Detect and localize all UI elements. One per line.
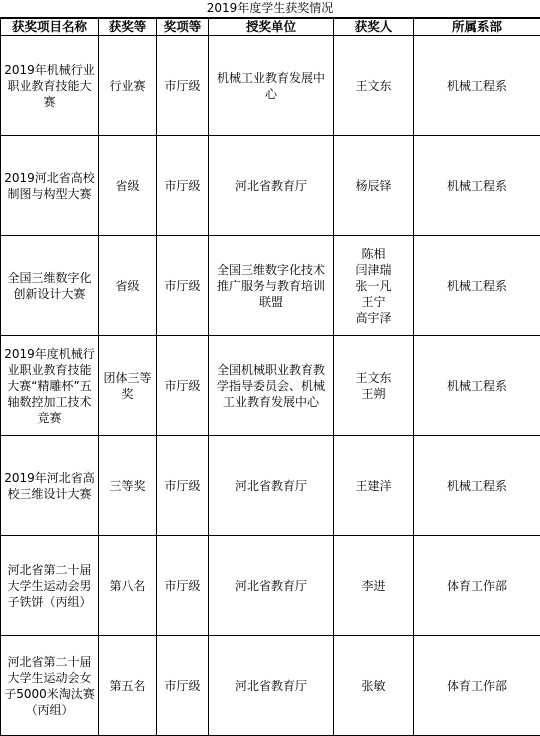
cell-award: 第五名 — [99, 636, 157, 736]
table-row — [1, 436, 540, 536]
cell-award: 行业赛 — [99, 36, 157, 136]
winner-name: 杨辰铎 — [355, 178, 392, 193]
cell-project: 2019河北省高校制图与构型大赛 — [1, 136, 99, 236]
cell-winners — [334, 536, 414, 636]
winner-name: 王宁 — [361, 294, 386, 309]
winner-name: 王文东 — [355, 78, 392, 93]
winner-name: 李进 — [361, 578, 386, 593]
winner-name: 高宇泽 — [355, 310, 392, 325]
header-winners: 获奖人 — [334, 19, 414, 36]
header-level: 奖项等 — [157, 19, 209, 36]
winner-name: 张敏 — [361, 678, 386, 693]
cell-winners — [334, 436, 414, 536]
cell-unit: 全国机械职业教育教学指导委员会、机械工业教育发展中心 — [209, 336, 334, 436]
cell-project: 河北省第二十届大学生运动会男子铁饼（丙组） — [1, 536, 99, 636]
winner-name: 王建洋 — [355, 478, 392, 493]
cell-winners — [334, 36, 414, 136]
cell-winners — [334, 336, 414, 436]
winner-name: 王朔 — [361, 386, 386, 401]
table-row — [1, 336, 540, 436]
table-row — [1, 36, 540, 136]
cell-dept: 体育工作部 — [414, 636, 540, 736]
cell-unit: 河北省教育厅 — [209, 136, 334, 236]
cell-winners — [334, 136, 414, 236]
cell-level: 市厅级 — [157, 436, 209, 536]
awards-table — [0, 18, 540, 736]
cell-project: 2019年河北省高校三维设计大赛 — [1, 436, 99, 536]
cell-winners — [334, 636, 414, 736]
cell-dept: 机械工程系 — [414, 236, 540, 336]
cell-project: 河北省第二十届大学生运动会女子5000米淘汰赛（丙组） — [1, 636, 99, 736]
header-project: 获奖项目名称 — [1, 19, 99, 36]
cell-dept: 机械工程系 — [414, 36, 540, 136]
header-dept: 所属系部 — [414, 19, 540, 36]
cell-dept: 机械工程系 — [414, 336, 540, 436]
table-row — [1, 136, 540, 236]
cell-level: 市厅级 — [157, 136, 209, 236]
cell-award: 省级 — [99, 136, 157, 236]
header-row — [1, 19, 540, 36]
table-row — [1, 236, 540, 336]
cell-unit: 机械工业教育发展中心 — [209, 36, 334, 136]
cell-unit: 河北省教育厅 — [209, 436, 334, 536]
cell-unit: 河北省教育厅 — [209, 536, 334, 636]
winner-name: 王文东 — [355, 370, 392, 385]
table-row — [1, 536, 540, 636]
cell-winners — [334, 236, 414, 336]
cell-unit: 河北省教育厅 — [209, 636, 334, 736]
cell-project: 2019年度机械行业职业教育技能大赛“精雕杯”五轴数控加工技术竞赛 — [1, 336, 99, 436]
cell-dept: 体育工作部 — [414, 536, 540, 636]
cell-award: 三等奖 — [99, 436, 157, 536]
sheet-title: 2019年度学生获奖情况 — [0, 0, 540, 18]
cell-dept: 机械工程系 — [414, 436, 540, 536]
winner-name: 张一凡 — [355, 278, 392, 293]
cell-award: 省级 — [99, 236, 157, 336]
cell-level: 市厅级 — [157, 636, 209, 736]
header-unit: 授奖单位 — [209, 19, 334, 36]
cell-project: 全国三维数字化创新设计大赛 — [1, 236, 99, 336]
header-award: 获奖等 — [99, 19, 157, 36]
cell-level: 市厅级 — [157, 536, 209, 636]
cell-level: 市厅级 — [157, 336, 209, 436]
winner-name: 闫津瑞 — [355, 262, 392, 277]
winner-name: 陈相 — [361, 246, 386, 261]
cell-award: 团体三等奖 — [99, 336, 157, 436]
cell-level: 市厅级 — [157, 36, 209, 136]
cell-unit: 全国三维数字化技术推广服务与教育培训联盟 — [209, 236, 334, 336]
cell-award: 第八名 — [99, 536, 157, 636]
cell-dept: 机械工程系 — [414, 136, 540, 236]
cell-level: 市厅级 — [157, 236, 209, 336]
cell-project: 2019年机械行业职业教育技能大赛 — [1, 36, 99, 136]
table-row — [1, 636, 540, 736]
